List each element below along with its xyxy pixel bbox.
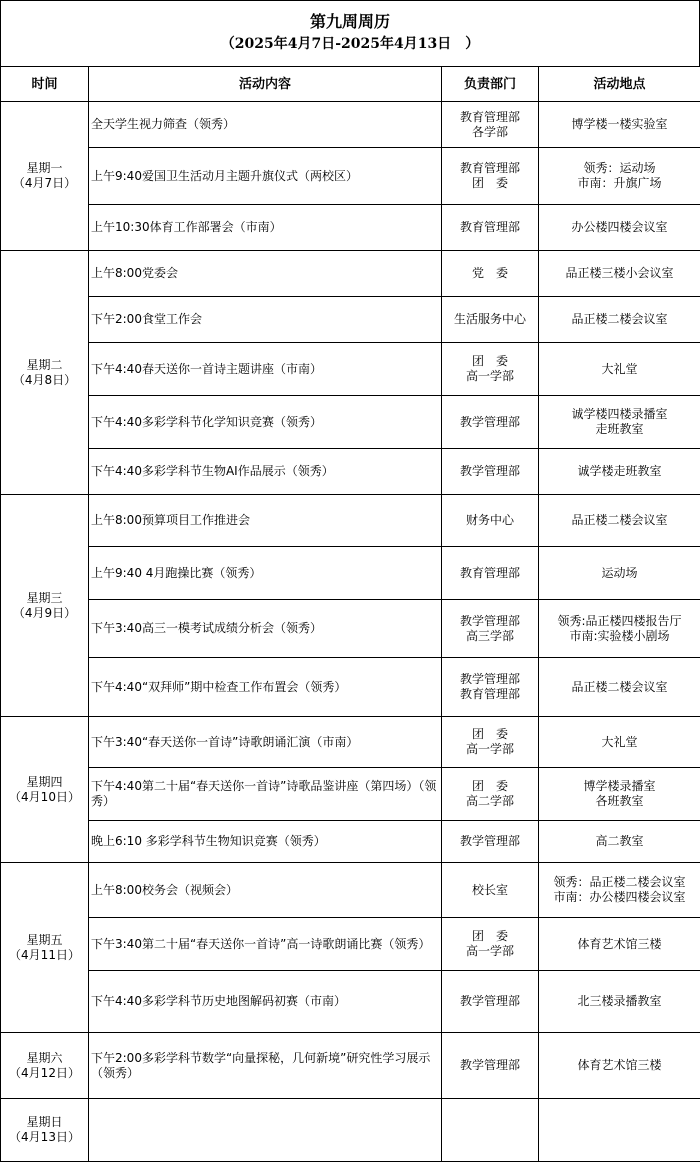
- location-cell: [539, 863, 700, 918]
- table-row: [1, 658, 700, 717]
- location-line: 品正楼二楼会议室: [571, 513, 668, 527]
- table-row: [1, 918, 700, 971]
- dept-line: 财务中心: [465, 513, 514, 527]
- location-line: 领秀:品正楼四楼报告厅: [557, 613, 682, 628]
- location-cell: [539, 658, 700, 717]
- location-line: 市南：办公楼四楼会议室: [553, 890, 686, 904]
- table-row: [1, 251, 700, 297]
- dept-cell: [442, 495, 539, 547]
- location-line: 品正楼三楼小会议室: [565, 266, 674, 280]
- header-activity: 活动内容: [89, 67, 442, 102]
- location-line: 大礼堂: [601, 734, 638, 749]
- location-cell: [539, 102, 700, 148]
- day-cell: [1, 863, 89, 1033]
- table-row: [1, 205, 700, 251]
- dept-cell: [442, 863, 539, 918]
- dept-line: 教育管理部: [459, 109, 520, 124]
- activity-cell: 下午4:40春天送你一首诗主题讲座（市南）: [89, 343, 442, 396]
- location-line: 各班教室: [595, 794, 644, 808]
- day-date: （4月7日）: [12, 176, 77, 190]
- day-cell: [1, 1033, 89, 1099]
- location-line: 品正楼二楼会议室: [571, 679, 668, 694]
- location-line: 领秀：品正楼二楼会议室: [553, 875, 686, 889]
- location-cell: [539, 918, 700, 971]
- dept-line: 团 委: [471, 929, 508, 943]
- day-date: （4月13日）: [9, 1130, 80, 1144]
- location-cell: [539, 251, 700, 297]
- day-cell: [1, 1099, 89, 1162]
- dept-cell: [442, 717, 539, 768]
- activity-cell: 全天学生视力筛查（领秀）: [89, 102, 442, 148]
- dept-cell: [442, 297, 539, 343]
- calendar-title: 第九周周历: [309, 12, 390, 31]
- day-date: （4月9日）: [12, 605, 77, 620]
- dept-line: 团 委: [471, 727, 508, 741]
- activity-cell: 下午4:40第二十届“春天送你一首诗”诗歌品鉴讲座（第四场）（领秀）: [89, 768, 442, 821]
- dept-line: 教育管理部: [459, 161, 520, 175]
- dept-cell: [442, 148, 539, 205]
- dept-line: 教学管理部: [459, 834, 520, 848]
- table-row: [1, 547, 700, 600]
- dept-cell: [442, 449, 539, 495]
- table-row: [1, 1033, 700, 1099]
- dept-cell: [442, 1033, 539, 1099]
- schedule-body: [1, 102, 700, 1162]
- dept-cell: [442, 1099, 539, 1162]
- day-cell: [1, 251, 89, 495]
- activity-cell: 上午8:00预算项目工作推进会: [89, 495, 442, 547]
- location-line: 运动场: [601, 565, 638, 580]
- activity-cell: 下午4:40多彩学科节生物AI作品展示（领秀）: [89, 449, 442, 495]
- day-name: 星期四: [26, 774, 63, 789]
- location-cell: [539, 148, 700, 205]
- location-line: 品正楼二楼会议室: [571, 312, 668, 326]
- location-line: 博学楼一楼实验室: [571, 117, 668, 131]
- day-name: 星期一: [26, 161, 63, 175]
- location-line: 走班教室: [595, 422, 644, 436]
- day-cell: [1, 102, 89, 251]
- dept-cell: [442, 918, 539, 971]
- dept-cell: [442, 343, 539, 396]
- header-location: 活动地点: [539, 67, 700, 102]
- dept-line: 团 委: [471, 176, 508, 190]
- day-cell: [1, 495, 89, 717]
- table-row: [1, 297, 700, 343]
- location-cell: [539, 821, 700, 863]
- dept-line: 教育管理部: [459, 220, 520, 234]
- location-cell: [539, 343, 700, 396]
- activity-cell: 上午9:40 4月跑操比赛（领秀）: [89, 547, 442, 600]
- dept-cell: [442, 396, 539, 449]
- dept-cell: [442, 658, 539, 717]
- day-date: （4月12日）: [9, 1065, 80, 1080]
- table-row: [1, 717, 700, 768]
- day-date: （4月11日）: [9, 947, 80, 962]
- dept-line: 高一学部: [465, 944, 514, 958]
- activity-cell: 下午3:40第二十届“春天送你一首诗”高一诗歌朗诵比赛（领秀）: [89, 918, 442, 971]
- location-line: 大礼堂: [601, 361, 638, 376]
- dept-cell: [442, 205, 539, 251]
- dept-line: 高一学部: [465, 742, 514, 756]
- table-row: [1, 768, 700, 821]
- location-line: 办公楼四楼会议室: [571, 220, 668, 234]
- day-date: （4月10日）: [9, 789, 80, 804]
- dept-line: 高一学部: [465, 369, 514, 383]
- location-cell: [539, 297, 700, 343]
- location-cell: [539, 768, 700, 821]
- activity-cell: 上午10:30体育工作部署会（市南）: [89, 205, 442, 251]
- activity-cell: 下午3:40“春天送你一首诗”诗歌朗诵汇演（市南）: [89, 717, 442, 768]
- dept-line: 生活服务中心: [453, 312, 526, 326]
- activity-cell: 上午9:40爱国卫生活动月主题升旗仪式（两校区）: [89, 148, 442, 205]
- dept-line: 教学管理部: [459, 464, 520, 478]
- location-line: 体育艺术馆三楼: [577, 1058, 662, 1072]
- dept-cell: [442, 102, 539, 148]
- location-cell: [539, 205, 700, 251]
- day-cell: [1, 717, 89, 863]
- activity-cell: 下午2:00食堂工作会: [89, 297, 442, 343]
- location-line: 体育艺术馆三楼: [577, 936, 662, 951]
- table-row: [1, 600, 700, 658]
- activity-cell: 下午3:40高三一模考试成绩分析会（领秀）: [89, 600, 442, 658]
- day-name: 星期六: [26, 1050, 63, 1065]
- activity-cell: 上午8:00校务会（视频会）: [89, 863, 442, 918]
- dept-line: 团 委: [471, 354, 508, 368]
- day-name: 星期三: [26, 590, 63, 605]
- table-row: [1, 1099, 700, 1162]
- location-cell: [539, 547, 700, 600]
- calendar-date-range: （2025年4月7日-2025年4月13日 ）: [220, 36, 480, 52]
- activity-cell: 下午4:40多彩学科节化学知识竞赛（领秀）: [89, 396, 442, 449]
- location-line: 北三楼录播教室: [577, 994, 662, 1008]
- table-row: [1, 863, 700, 918]
- day-date: （4月8日）: [12, 372, 77, 387]
- header-row: [1, 67, 700, 102]
- dept-cell: [442, 251, 539, 297]
- location-cell: [539, 600, 700, 658]
- location-line: 高二教室: [595, 834, 644, 848]
- location-line: 诚学楼四楼录播室: [571, 407, 668, 421]
- dept-cell: [442, 821, 539, 863]
- table-row: [1, 971, 700, 1033]
- dept-line: 教学管理部: [459, 994, 520, 1008]
- activity-cell: [89, 1099, 442, 1162]
- location-cell: [539, 971, 700, 1033]
- header-dept: 负责部门: [442, 67, 539, 102]
- location-line: 博学楼录播室: [583, 779, 656, 793]
- table-row: [1, 495, 700, 547]
- dept-line: 教学管理部: [459, 414, 520, 429]
- activity-cell: 下午4:40多彩学科节历史地图解码初赛（市南）: [89, 971, 442, 1033]
- dept-line: 教学管理部: [459, 672, 520, 686]
- day-name: 星期二: [26, 357, 63, 372]
- location-cell: [539, 495, 700, 547]
- dept-line: 高三学部: [465, 628, 514, 643]
- dept-cell: [442, 768, 539, 821]
- dept-line: 校长室: [471, 882, 508, 897]
- day-name: 星期五: [26, 932, 63, 947]
- location-cell: [539, 717, 700, 768]
- table-row: [1, 821, 700, 863]
- dept-line: 教育管理部: [459, 687, 520, 701]
- location-line: 市南:实验楼小剧场: [569, 628, 670, 643]
- location-cell: [539, 1099, 700, 1162]
- table-row: [1, 148, 700, 205]
- dept-line: 高二学部: [465, 794, 514, 808]
- table-row: [1, 396, 700, 449]
- dept-cell: [442, 971, 539, 1033]
- dept-line: 教学管理部: [459, 613, 520, 628]
- dept-line: 党 委: [471, 266, 508, 280]
- dept-line: 团 委: [471, 779, 508, 793]
- day-name: 星期日: [26, 1115, 63, 1129]
- table-row: [1, 343, 700, 396]
- activity-cell: 下午2:00多彩学科节数学“向量探秘，几何新境”研究性学习展示（领秀）: [89, 1033, 442, 1099]
- location-line: 市南：升旗广场: [577, 176, 662, 190]
- dept-cell: [442, 547, 539, 600]
- location-cell: [539, 1033, 700, 1099]
- table-row: [1, 102, 700, 148]
- location-cell: [539, 396, 700, 449]
- header-time: 时间: [1, 67, 89, 102]
- dept-line: 教育管理部: [459, 565, 520, 580]
- title-block: [0, 0, 700, 66]
- table-row: [1, 449, 700, 495]
- activity-cell: 上午8:00党委会: [89, 251, 442, 297]
- dept-line: 教学管理部: [459, 1058, 520, 1072]
- schedule-table: [0, 66, 700, 1162]
- location-line: 领秀：运动场: [583, 161, 656, 175]
- activity-cell: 晚上6:10 多彩学科节生物知识竞赛（领秀）: [89, 821, 442, 863]
- location-line: 诚学楼走班教室: [577, 464, 662, 478]
- location-cell: [539, 449, 700, 495]
- activity-cell: 下午4:40“双拜师”期中检查工作布置会（领秀）: [89, 658, 442, 717]
- dept-line: 各学部: [471, 124, 508, 139]
- dept-cell: [442, 600, 539, 658]
